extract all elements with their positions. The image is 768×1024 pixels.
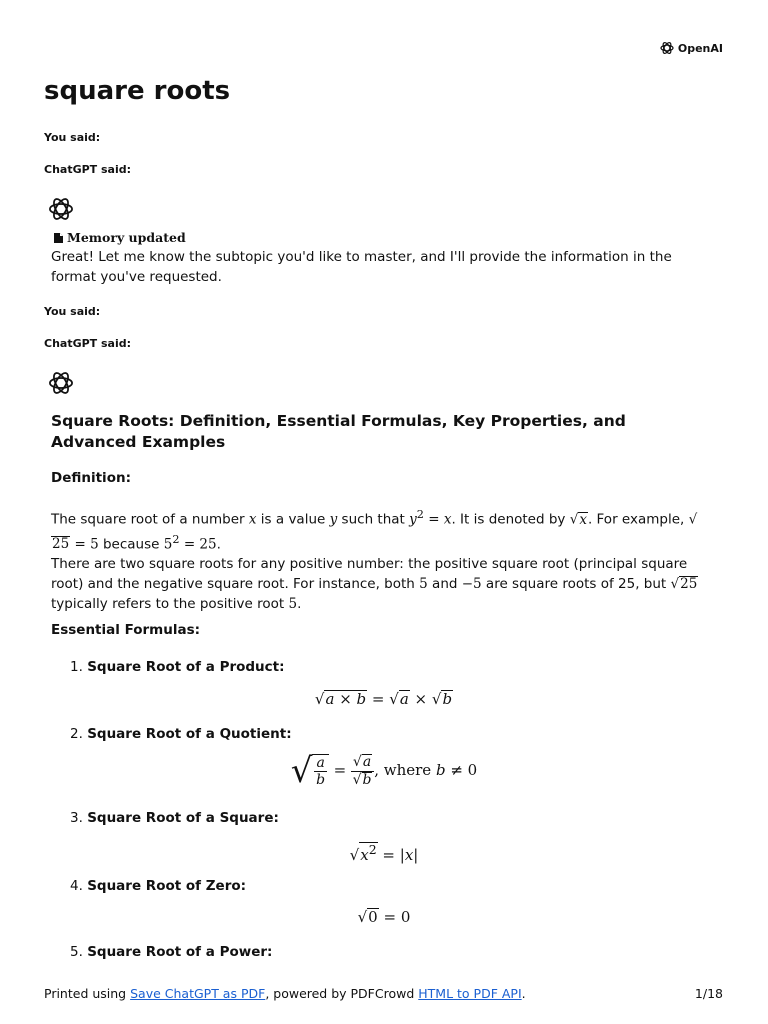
formula-square: $√x^2 = |x|$ xyxy=(349,842,419,864)
article-heading: Square Roots: Definition, Essential Formulas, Key Properties, and Advanced Examples xyxy=(51,412,626,451)
page-number: 1/18 xyxy=(694,986,723,1001)
html-to-pdf-api-link[interactable]: HTML to PDF API xyxy=(418,986,522,1001)
reply-text: Great! Let me know the subtopic you'd like to master, and I'll provide the information in the format you've requested. xyxy=(51,249,672,285)
save-chatgpt-pdf-link[interactable]: Save ChatGPT as PDF xyxy=(130,986,266,1001)
definition-label: Definition: xyxy=(51,470,131,486)
openai-brand xyxy=(659,40,723,56)
you-said-label: You said: xyxy=(44,305,101,318)
definition-text: The square root of a number x is a value y such that $y^2 = x$. It is denoted by √x. For example, √25 = 5 because $5^2 = 25$. There are two square roots for any positive number: the positive square root (principal square root) and the negative square root. For instance, both 5 and −5 are square roots of 25, but √25 typically refers to the positive root 5. xyxy=(51,508,698,612)
memory-icon xyxy=(53,232,64,244)
chatgpt-avatar-icon xyxy=(47,369,75,397)
page-title: square roots xyxy=(44,76,231,106)
chatgpt-said-label: ChatGPT said: xyxy=(44,163,132,176)
openai-logo-icon xyxy=(659,40,675,56)
formula-quotient: √ $\frac{a}{b}$ = $\frac{√a}{√b}$ , where b ≠ 0 xyxy=(290,751,478,791)
chatgpt-avatar-icon xyxy=(47,195,75,223)
list-item: 5. Square Root of a Power: xyxy=(70,944,273,960)
formula-product: √a × b = √a × √b xyxy=(314,690,453,708)
print-footer: Printed using Save ChatGPT as PDF, powered by PDFCrowd HTML to PDF API. xyxy=(44,986,526,1001)
brand-name: OpenAI xyxy=(677,41,723,55)
you-said-label: You said: xyxy=(44,131,101,144)
list-item: 2. Square Root of a Quotient: xyxy=(70,726,292,742)
formula-zero: √0 = 0 xyxy=(357,908,411,926)
memory-updated-notice xyxy=(53,230,186,245)
list-item: 1. Square Root of a Product: xyxy=(70,659,285,675)
chatgpt-said-label: ChatGPT said: xyxy=(44,337,132,350)
list-item: 3. Square Root of a Square: xyxy=(70,810,279,826)
formulas-label: Essential Formulas: xyxy=(51,622,201,638)
memory-updated-text: Memory updated xyxy=(67,230,186,245)
where-text: where xyxy=(383,761,432,779)
list-item: 4. Square Root of Zero: xyxy=(70,878,247,894)
